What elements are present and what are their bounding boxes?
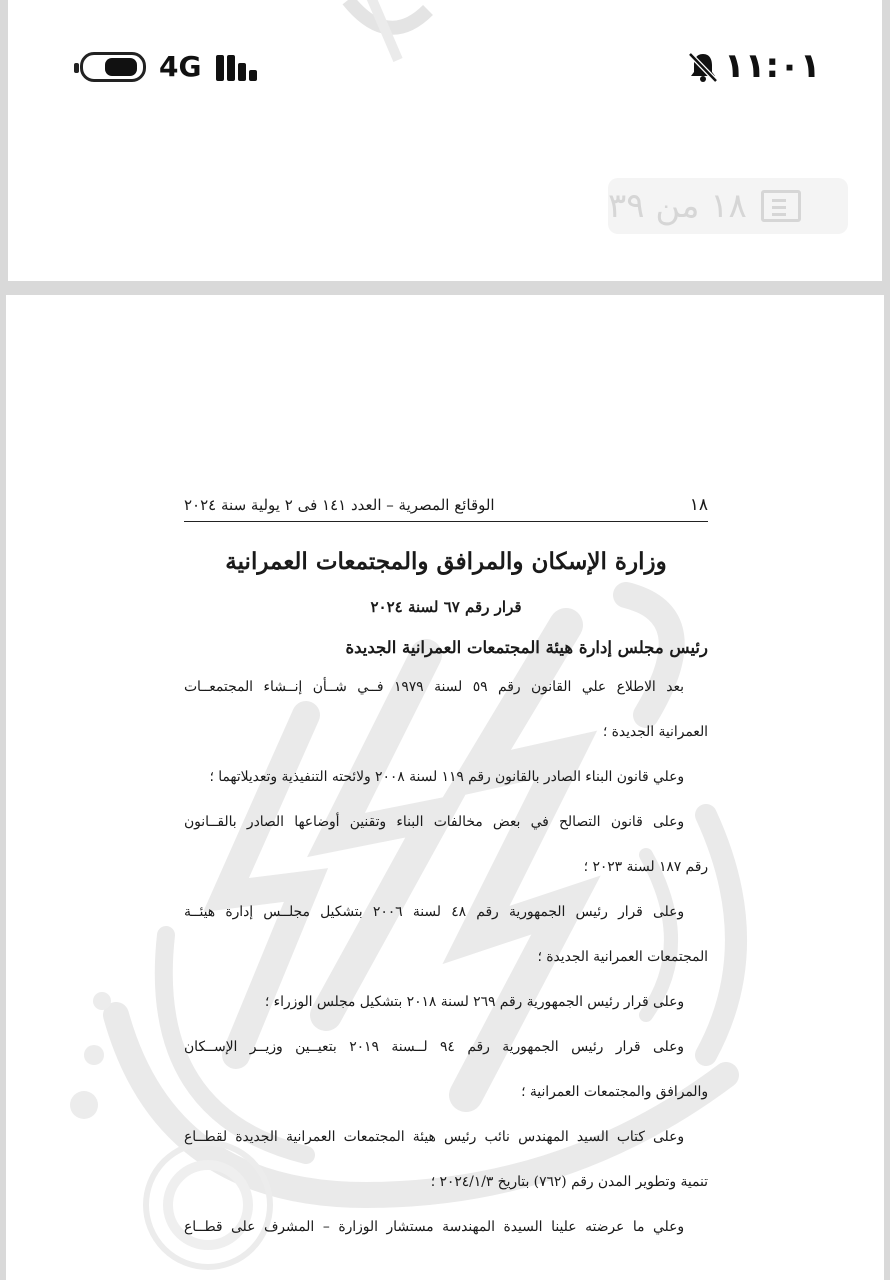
preamble-line: والمرافق والمجتمعات العمرانية ؛ xyxy=(521,1084,708,1100)
preamble-line: المجتمعات العمرانية الجديدة ؛ xyxy=(537,949,708,965)
status-bar xyxy=(8,0,882,130)
ministry-title: وزارة الإسكان والمرافق والمجتمعات العمرانية xyxy=(225,548,667,575)
signal-icon xyxy=(216,53,264,81)
preamble-line: وعلى قرار رئيس الجمهورية رقم ٢٦٩ لسنة ٢٠١٨ بتشكيل مجلس الوزراء ؛ xyxy=(264,994,684,1010)
battery-icon xyxy=(80,52,146,82)
document-page xyxy=(6,295,884,1280)
decree-preamble xyxy=(184,665,708,1250)
page-header xyxy=(184,495,708,522)
gazette-title: الوقائع المصرية – العدد ١٤١ فى ٢ يولية سنة ٢٠٢٤ xyxy=(184,496,495,514)
preamble-line: تنمية وتطوير المدن رقم (٧٦٢) بتاريخ ٢٠٢٤/١/٣ ؛ xyxy=(430,1174,708,1190)
decree-number: قرار رقم ٦٧ لسنة ٢٠٢٤ xyxy=(370,598,522,616)
preamble-line: وعلي ما عرضته علينا السيدة المهندسة مستشار الوزارة – المشرف على قطــاع xyxy=(184,1219,684,1235)
preamble-line: العمرانية الجديدة ؛ xyxy=(602,724,708,740)
phone-screen-top xyxy=(8,0,882,281)
preamble-line: بعد الاطلاع علي القانون رقم ٥٩ لسنة ١٩٧٩ فــي شــأن إنــشاء المجتمعــات xyxy=(184,679,685,695)
page-number: ١٨ xyxy=(689,495,708,515)
preamble-line: وعلى قرار رئيس الجمهورية رقم ٤٨ لسنة ٢٠٠٦ بتشكيل مجلــس إدارة هيئــة xyxy=(184,904,684,920)
preamble-line: وعلى قرار رئيس الجمهورية رقم ٩٤ لــسنة ٢٠١٩ بتعيــين وزيــر الإســكان xyxy=(184,1039,684,1055)
document-body xyxy=(184,495,708,1250)
bell-muted-icon xyxy=(686,50,720,84)
issuer-title: رئيس مجلس إدارة هيئة المجتمعات العمرانية الجديدة xyxy=(345,638,708,657)
page-indicator xyxy=(608,178,848,234)
preamble-line: وعلى قانون التصالح في بعض مخالفات البناء وتقنين أوضاعها الصادر بالقــانون xyxy=(184,814,684,830)
network-type: 4G xyxy=(159,50,202,83)
preamble-line: وعلي قانون البناء الصادر بالقانون رقم ١١٩ لسنة ٢٠٠٨ ولائحته التنفيذية وتعديلاتهما ؛ xyxy=(209,769,684,785)
preamble-line: رقم ١٨٧ لسنة ٢٠٢٣ ؛ xyxy=(583,859,708,875)
status-time: ١١:٠١ xyxy=(724,46,821,86)
page-indicator-text: ١٨ من ٣٩ xyxy=(608,186,747,226)
document-pages-icon xyxy=(761,190,801,222)
preamble-line: وعلى كتاب السيد المهندس نائب رئيس هيئة المجتمعات العمرانية الجديدة لقطــاع xyxy=(184,1129,684,1145)
